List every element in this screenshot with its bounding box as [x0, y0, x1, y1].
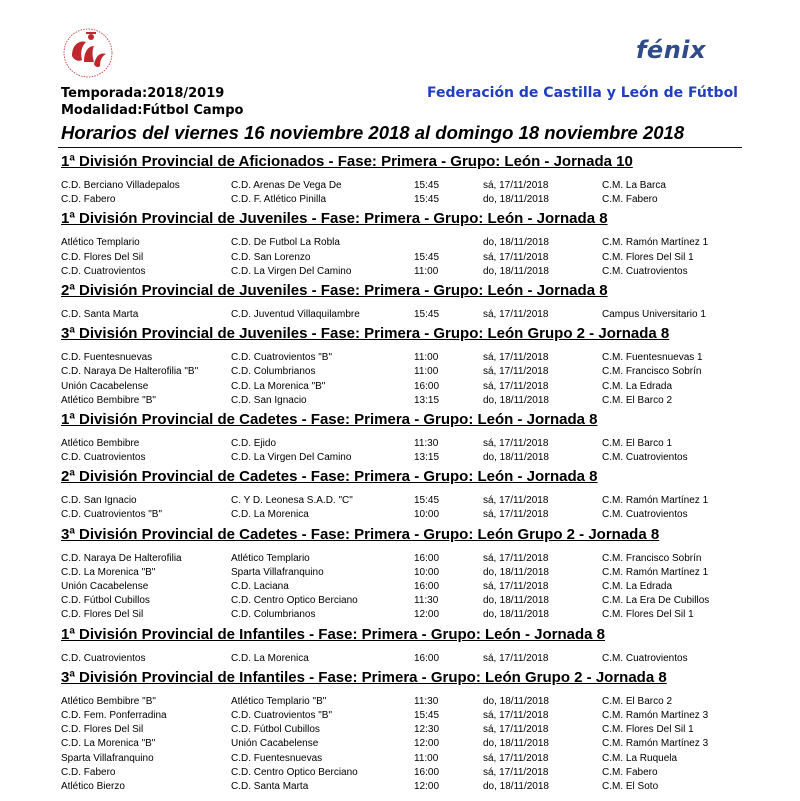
- match-time: 11:30: [414, 595, 439, 607]
- match-date: sá, 17/11/2018: [483, 495, 549, 507]
- match-time: 15:45: [414, 251, 440, 263]
- match-date: sá, 17/11/2018: [483, 251, 549, 263]
- section-title: 3ª División Provincial de Cadetes - Fase: Primera - Grupo: León Grupo 2 - Jornada 8: [61, 525, 660, 543]
- match-date: sá, 17/11/2018: [483, 308, 549, 320]
- match-date: do, 18/11/2018: [483, 695, 549, 707]
- match-field: C.M. Cuatrovientos: [602, 265, 688, 277]
- match-field: C.M. Flores Del Sil 1: [602, 609, 694, 621]
- match-field: Campus Universitario 1: [602, 308, 706, 320]
- away-team: C.D. La Virgen Del Camino: [231, 452, 352, 464]
- match-date: sá, 17/11/2018: [483, 437, 549, 449]
- home-team: C.D. Flores Del Sil: [61, 724, 144, 736]
- match-row: [61, 236, 741, 250]
- section-title: 2ª División Provincial de Cadetes - Fase: Primera - Grupo: León - Jornada 8: [61, 468, 598, 486]
- match-field: C.M. La Edrada: [602, 581, 673, 592]
- match-row: [61, 437, 741, 451]
- match-time: 12:00: [414, 609, 440, 621]
- home-team: C.D. Cuatrovientos: [61, 452, 146, 464]
- match-date: do, 18/11/2018: [483, 265, 549, 277]
- away-team: C.D. Cuatrovientos "B": [231, 352, 333, 364]
- match-field: C.M. Fuentesnuevas 1: [602, 352, 703, 364]
- match-field: C.M. Fabero: [602, 766, 658, 778]
- section-title: 1ª División Provincial de Juveniles - Fase: Primera - Grupo: León - Jornada 8: [61, 210, 608, 228]
- match-row: [61, 608, 741, 622]
- home-team: C.D. Fuentesnuevas: [61, 352, 153, 364]
- away-team: C. Y D. Leonesa S.A.D. "C": [231, 495, 353, 507]
- match-date: do, 18/11/2018: [483, 566, 549, 578]
- match-row: [61, 709, 741, 723]
- match-time: 16:00: [414, 652, 440, 664]
- match-field: C.M. Ramón Martínez 1: [602, 566, 709, 578]
- match-row: [61, 394, 741, 408]
- away-team: C.D. Columbrianos: [231, 366, 316, 378]
- away-team: C.D. Laciana: [231, 581, 289, 592]
- competition-section: [61, 667, 741, 794]
- away-team: C.D. La Morenica: [231, 652, 309, 664]
- match-date: sá, 17/11/2018: [483, 380, 549, 392]
- match-row: [61, 552, 741, 566]
- home-team: C.D. La Morenica "B": [61, 566, 156, 578]
- match-field: C.M. El Soto: [602, 780, 659, 792]
- match-row: [61, 594, 741, 608]
- match-date: sá, 17/11/2018: [483, 709, 549, 721]
- federation-name: Federación de Castilla y León de Fútbol: [426, 85, 738, 101]
- section-title: 2ª División Provincial de Juveniles - Fase: Primera - Grupo: León - Jornada 8: [61, 281, 608, 299]
- modality-label: Modalidad:Fútbol Campo: [61, 103, 244, 118]
- match-row: [61, 695, 741, 709]
- match-row: [61, 580, 741, 594]
- match-field: C.M. La Ruquela: [602, 752, 678, 764]
- match-field: C.M. Ramón Martínez 1: [602, 495, 709, 507]
- match-time: 16:00: [414, 380, 440, 392]
- away-team: C.D. Centro Optico Berciano: [231, 595, 358, 607]
- match-field: C.M. El Barco 1: [602, 437, 673, 449]
- match-date: sá, 17/11/2018: [483, 509, 549, 521]
- match-field: C.M. Ramón Martínez 3: [602, 709, 709, 721]
- match-field: C.M. El Barco 2: [602, 394, 673, 406]
- home-team: Atlético Bembibre "B": [61, 394, 156, 406]
- match-field: C.M. Cuatrovientos: [602, 509, 688, 521]
- federation-logo-emblem-icon: [58, 26, 118, 82]
- header-divider: [58, 147, 742, 148]
- match-time: 15:45: [414, 495, 440, 507]
- away-team: C.D. Columbrianos: [231, 609, 316, 621]
- away-team: C.D. Cuatrovientos "B": [231, 709, 333, 721]
- competition-section: [61, 208, 741, 279]
- match-time: 16:00: [414, 766, 440, 778]
- match-date: do, 18/11/2018: [483, 609, 549, 621]
- match-date: sá, 17/11/2018: [483, 552, 549, 564]
- away-team: C.D. Ejido: [231, 437, 277, 449]
- home-team: C.D. Fabero: [61, 766, 116, 778]
- match-date: do, 18/11/2018: [483, 595, 549, 607]
- match-field: C.M. Ramón Martínez 3: [602, 738, 709, 750]
- home-team: C.D. Fabero: [61, 194, 116, 206]
- match-field: C.M. Flores Del Sil 1: [602, 251, 694, 263]
- match-time: 12:30: [414, 724, 440, 736]
- competition-section: [61, 524, 741, 623]
- away-team: C.D. Fuentesnuevas: [231, 752, 323, 764]
- competition-section: [61, 323, 741, 408]
- away-team: C.D. Fútbol Cubillos: [231, 724, 320, 736]
- match-date: sá, 17/11/2018: [483, 581, 549, 592]
- section-title: 3ª División Provincial de Juveniles - Fase: Primera - Grupo: León Grupo 2 - Jornada 8: [61, 325, 670, 343]
- home-team: C.D. Santa Marta: [61, 308, 139, 320]
- match-time: 11:00: [414, 366, 439, 378]
- match-time: 10:00: [414, 509, 440, 521]
- home-team: C.D. San Ignacio: [61, 495, 137, 507]
- competition-section: [61, 280, 741, 322]
- match-row: [61, 566, 741, 580]
- match-time: 11:00: [414, 752, 439, 764]
- match-field: C.M. Flores Del Sil 1: [602, 724, 694, 736]
- match-time: 11:30: [414, 437, 439, 449]
- match-time: 13:15: [414, 394, 440, 406]
- home-team: C.D. Cuatrovientos "B": [61, 509, 163, 521]
- away-team: Atlético Templario "B": [231, 695, 327, 707]
- match-row: [61, 351, 741, 365]
- match-time: 10:00: [414, 566, 440, 578]
- match-date: do, 18/11/2018: [483, 394, 549, 406]
- competition-section: [61, 466, 741, 522]
- home-team: C.D. Naraya De Halterofilia "B": [61, 366, 199, 378]
- away-team: C.D. San Lorenzo: [231, 251, 311, 263]
- match-time: 11:00: [414, 352, 439, 364]
- away-team: C.D. San Ignacio: [231, 394, 307, 406]
- match-row: [61, 380, 741, 394]
- match-time: 16:00: [414, 581, 440, 592]
- federation-logo: [58, 26, 118, 82]
- competition-section: [61, 151, 741, 207]
- match-date: sá, 17/11/2018: [483, 752, 549, 764]
- home-team: Sparta Villafranquino: [61, 752, 154, 764]
- away-team: C.D. La Morenica: [231, 509, 309, 521]
- season-label: Temporada:2018/2019: [61, 86, 225, 101]
- away-team: C.D. Juventud Villaquilambre: [231, 308, 360, 320]
- match-date: do, 18/11/2018: [483, 237, 549, 249]
- home-team: Unión Cacabelense: [61, 380, 149, 392]
- home-team: Atlético Bembibre "B": [61, 695, 156, 707]
- match-row: [61, 508, 741, 522]
- match-date: do, 18/11/2018: [483, 452, 549, 464]
- section-title: 3ª División Provincial de Infantiles - Fase: Primera - Grupo: León Grupo 2 - Jornada 8: [61, 668, 667, 686]
- match-date: sá, 17/11/2018: [483, 766, 549, 778]
- match-row: [61, 494, 741, 508]
- match-field: C.M. Cuatrovientos: [602, 452, 688, 464]
- match-time: 12:00: [414, 738, 440, 750]
- match-row: [61, 752, 741, 766]
- home-team: Atlético Bembibre: [61, 437, 140, 449]
- brand-name: fénix: [635, 36, 706, 64]
- away-team: C.D. De Futbol La Robla: [231, 237, 340, 249]
- match-date: sá, 17/11/2018: [483, 366, 549, 378]
- match-date: do, 18/11/2018: [483, 194, 549, 206]
- match-field: C.M. Ramón Martínez 1: [602, 237, 709, 249]
- match-time: 12:00: [414, 780, 440, 792]
- away-team: C.D. Arenas De Vega De: [231, 180, 342, 191]
- home-team: C.D. Fútbol Cubillos: [61, 595, 150, 607]
- section-title: 1ª División Provincial de Aficionados - Fase: Primera - Grupo: León - Jornada 10: [61, 153, 633, 170]
- match-field: C.M. La Edrada: [602, 380, 673, 392]
- match-row: [61, 179, 741, 193]
- section-title: 1ª División Provincial de Cadetes - Fase: Primera - Grupo: León - Jornada 8: [61, 410, 598, 428]
- match-date: sá, 17/11/2018: [483, 724, 549, 736]
- match-row: [61, 251, 741, 265]
- home-team: C.D. Flores Del Sil: [61, 251, 144, 263]
- page-title: Horarios del viernes 16 noviembre 2018 al domingo 18 noviembre 2018: [61, 122, 685, 143]
- match-time: 15:45: [414, 194, 440, 206]
- away-team: Unión Cacabelense: [231, 738, 319, 750]
- match-row: [61, 766, 741, 780]
- match-time: 13:15: [414, 452, 440, 464]
- match-row: [61, 308, 741, 322]
- match-row: [61, 451, 741, 465]
- away-team: C.D. Santa Marta: [231, 780, 309, 792]
- section-title: 1ª División Provincial de Infantiles - Fase: Primera - Grupo: León - Jornada 8: [61, 625, 606, 643]
- home-team: C.D. Berciano Villadepalos: [61, 180, 180, 191]
- home-team: C.D. Fem. Ponferradina: [61, 709, 167, 721]
- match-row: [61, 652, 741, 666]
- match-row: [61, 737, 741, 751]
- away-team: C.D. F. Atlético Pinilla: [231, 194, 327, 206]
- home-team: C.D. Cuatrovientos: [61, 265, 146, 277]
- match-time: 15:45: [414, 308, 440, 320]
- match-date: do, 18/11/2018: [483, 738, 549, 750]
- competition-section: [61, 409, 741, 465]
- match-field: C.M. Cuatrovientos: [602, 652, 688, 664]
- away-team: Atlético Templario: [231, 552, 310, 564]
- match-time: 11:30: [414, 695, 439, 707]
- home-team: Atlético Bierzo: [61, 780, 125, 792]
- match-date: do, 18/11/2018: [483, 780, 549, 792]
- match-field: C.M. El Barco 2: [602, 695, 673, 707]
- match-row: [61, 723, 741, 737]
- match-date: sá, 17/11/2018: [483, 652, 549, 664]
- match-row: [61, 193, 741, 207]
- match-time: 15:45: [414, 180, 440, 191]
- match-field: C.M. La Era De Cubillos: [602, 595, 710, 607]
- match-row: [61, 265, 741, 279]
- match-time: 15:45: [414, 709, 440, 721]
- match-row: [61, 365, 741, 379]
- away-team: C.D. La Virgen Del Camino: [231, 265, 352, 277]
- home-team: Atlético Templario: [61, 237, 140, 249]
- home-team: C.D. Flores Del Sil: [61, 609, 144, 621]
- home-team: C.D. Cuatrovientos: [61, 652, 146, 664]
- home-team: C.D. La Morenica "B": [61, 738, 156, 750]
- match-field: C.M. Fabero: [602, 194, 658, 206]
- home-team: Unión Cacabelense: [61, 581, 149, 592]
- away-team: C.D. Centro Optico Berciano: [231, 766, 358, 778]
- competition-section: [61, 624, 741, 666]
- match-field: C.M. Francisco Sobrín: [602, 366, 702, 378]
- match-field: C.M. La Barca: [602, 180, 666, 191]
- home-team: C.D. Naraya De Halterofilia: [61, 552, 182, 564]
- match-field: C.M. Francisco Sobrín: [602, 552, 702, 564]
- away-team: Sparta Villafranquino: [231, 566, 324, 578]
- match-date: sá, 17/11/2018: [483, 352, 549, 364]
- away-team: C.D. La Morenica "B": [231, 380, 326, 392]
- match-time: 16:00: [414, 552, 440, 564]
- match-date: sá, 17/11/2018: [483, 180, 549, 191]
- schedule: [61, 150, 741, 794]
- match-row: [61, 780, 741, 794]
- match-time: 11:00: [414, 265, 439, 277]
